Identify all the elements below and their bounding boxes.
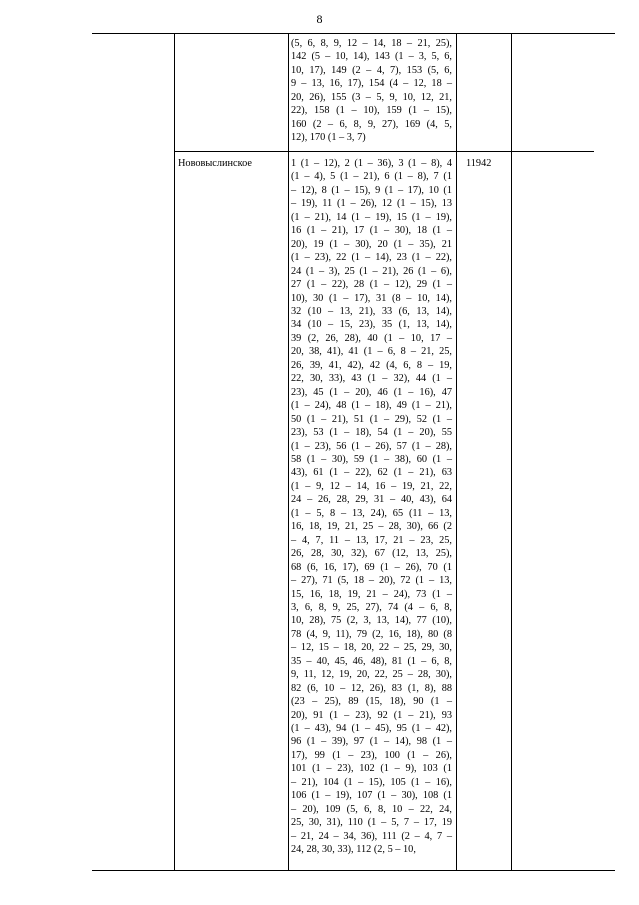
column-divider-3: [456, 33, 457, 871]
address-list-line: 15, 16, 18, 19, 21 – 24), 73 (1 –: [291, 588, 452, 600]
address-list-line: 96 (1 – 39), 97 (1 – 14), 98 (1 –: [291, 736, 452, 748]
address-list-line: 20, 38, 41), 41 (1 – 6, 8 – 21, 25,: [291, 346, 452, 358]
address-list-line: 10), 30 (1 – 17), 31 (8 – 10, 14),: [291, 292, 452, 304]
table-bottom-border: [92, 870, 615, 871]
address-list-line: 9 – 13, 16, 17), 154 (4 – 12, 18 –: [291, 78, 452, 90]
address-list-line: (1 – 5, 8 – 13, 24), 65 (11 – 13,: [291, 507, 452, 519]
address-list-line: 35 – 40, 45, 46, 48), 81 (1 – 6, 8,: [291, 655, 452, 667]
address-list-line: 24 – 26, 28, 29, 31 – 40, 43), 64: [291, 494, 452, 506]
column-divider-1: [174, 33, 175, 871]
address-list-line: – 19), 11 (1 – 26), 12 (1 – 15), 13: [291, 198, 452, 210]
address-list-line: 1 (1 – 12), 2 (1 – 36), 3 (1 – 8), 4: [291, 158, 452, 169]
address-list-line: (1 – 24), 48 (1 – 18), 49 (1 – 21),: [291, 400, 452, 412]
address-list-line: (1 – 43), 94 (1 – 45), 95 (1 – 42),: [291, 723, 452, 735]
address-list-line: 25, 30, 31), 110 (1 – 5, 7 – 17, 19: [291, 817, 452, 829]
address-list-line: 82 (6, 10 – 12, 26), 83 (1, 8), 88: [291, 682, 452, 694]
address-list-line: – 4, 7, 11 – 13, 17, 21 – 23, 25,: [291, 534, 452, 546]
address-list-line: 39 (2, 26, 28), 40 (1 – 10, 17 –: [291, 332, 452, 344]
address-list-line: 78 (4, 9, 11), 79 (2, 16, 18), 80 (8: [291, 628, 452, 640]
address-list-line: – 20), 109 (5, 6, 8, 10 – 22, 24,: [291, 803, 452, 815]
column-divider-2: [288, 33, 289, 871]
address-list-line: – 21, 24 – 34, 36), 111 (2 – 4, 7 –: [291, 830, 452, 842]
address-list-line: 20), 19 (1 – 30), 20 (1 – 35), 21: [291, 238, 452, 250]
address-list-line: 106 (1 – 19), 107 (1 – 30), 108 (1: [291, 790, 452, 802]
address-list-line: – 12, 15 – 18, 20, 22 – 25, 29, 30,: [291, 642, 452, 654]
address-list-line: 12), 170 (1 – 3, 7): [291, 132, 366, 144]
address-list-line: 22), 158 (1 – 10), 159 (1 – 15),: [291, 105, 452, 117]
address-list: [291, 157, 452, 857]
address-list-line: 32 (10 – 13, 21), 33 (6, 13, 14),: [291, 305, 452, 317]
table-top-border: [92, 33, 615, 34]
address-list-continuation: [291, 37, 452, 145]
page-number: 8: [316, 12, 323, 26]
column-divider-4: [511, 33, 512, 871]
address-list-line: 24 (1 – 3), 25 (1 – 21), 26 (1 – 6),: [291, 265, 452, 277]
address-list-line: 16 (1 – 21), 17 (1 – 30), 18 (1 –: [291, 225, 452, 237]
address-list-line: 68 (6, 16, 17), 69 (1 – 26), 70 (1: [291, 561, 452, 573]
address-list-line: 16, 18, 19, 21, 25 – 28, 30), 66 (2: [291, 521, 452, 533]
address-list-line: 101 (1 – 23), 102 (1 – 9), 103 (1: [291, 763, 452, 775]
address-list-line: (1 – 23), 56 (1 – 26), 57 (1 – 28),: [291, 440, 452, 452]
address-list-line: 160 (2 – 6, 8, 9, 27), 169 (4, 5,: [291, 118, 452, 130]
address-list-line: 142 (5 – 10, 14), 143 (1 – 3, 5, 6,: [291, 51, 452, 63]
settlements-table: [92, 33, 615, 871]
address-list-line: 26, 39, 41, 42), 42 (4, 6, 8 – 19,: [291, 359, 452, 371]
population-count: 11942: [466, 158, 492, 169]
address-list-line: 24, 28, 30, 33), 112 (2, 5 – 10,: [291, 844, 416, 856]
address-list-line: 58 (1 – 30), 59 (1 – 38), 60 (1 –: [291, 453, 452, 465]
address-list-line: 26, 28, 30, 32), 67 (12, 13, 25),: [291, 548, 452, 560]
address-list-line: – 21), 104 (1 – 15), 105 (1 – 16),: [291, 776, 452, 788]
address-list-line: 22, 30, 33), 43 (1 – 32), 44 (1 –: [291, 373, 452, 385]
address-list-line: 27 (1 – 22), 28 (1 – 12), 29 (1 –: [291, 279, 452, 291]
row-divider: [174, 151, 594, 152]
address-list-line: 23), 45 (1 – 20), 46 (1 – 16), 47: [291, 386, 452, 398]
address-list-line: 23), 53 (1 – 18), 54 (1 – 20), 55: [291, 427, 452, 439]
address-list-line: 10, 17), 149 (2 – 4, 7), 153 (5, 6,: [291, 64, 452, 76]
address-list-line: (5, 6, 8, 9, 12 – 14, 18 – 21, 25),: [291, 38, 452, 49]
address-list-line: 50 (1 – 21), 51 (1 – 29), 52 (1 –: [291, 413, 452, 425]
address-list-line: – 27), 71 (5, 18 – 20), 72 (1 – 13,: [291, 575, 452, 587]
address-list-line: 9, 11, 12, 19, 20, 22, 25 – 28, 30),: [291, 669, 452, 681]
address-list-line: (23 – 25), 89 (15, 18), 90 (1 –: [291, 696, 452, 708]
address-list-line: 20, 26), 155 (3 – 5, 9, 10, 12, 21,: [291, 91, 452, 103]
address-list-line: (1 – 21), 14 (1 – 19), 15 (1 – 19),: [291, 211, 452, 223]
address-list-line: (1 – 4), 5 (1 – 21), 6 (1 – 8), 7 (1: [291, 171, 452, 183]
address-list-line: (1 – 23), 22 (1 – 14), 23 (1 – 22),: [291, 252, 452, 264]
address-list-line: 34 (10 – 15, 23), 35 (1, 13, 14),: [291, 319, 452, 331]
address-list-line: 17), 99 (1 – 23), 100 (1 – 26),: [291, 749, 452, 761]
address-list-line: 3, 6, 8, 9, 25, 27), 74 (4 – 6, 8,: [291, 601, 452, 613]
address-list-line: (1 – 9, 12 – 14, 16 – 19, 21, 22,: [291, 480, 452, 492]
address-list-line: 20), 91 (1 – 23), 92 (1 – 21), 93: [291, 709, 452, 721]
address-list-line: 43), 61 (1 – 22), 62 (1 – 21), 63: [291, 467, 452, 479]
address-list-line: 10, 28), 75 (2, 3, 13, 14), 77 (10),: [291, 615, 452, 627]
address-list-line: – 12), 8 (1 – 15), 9 (1 – 17), 10 (1: [291, 184, 452, 196]
settlement-name: Нововыслинское: [178, 158, 252, 169]
